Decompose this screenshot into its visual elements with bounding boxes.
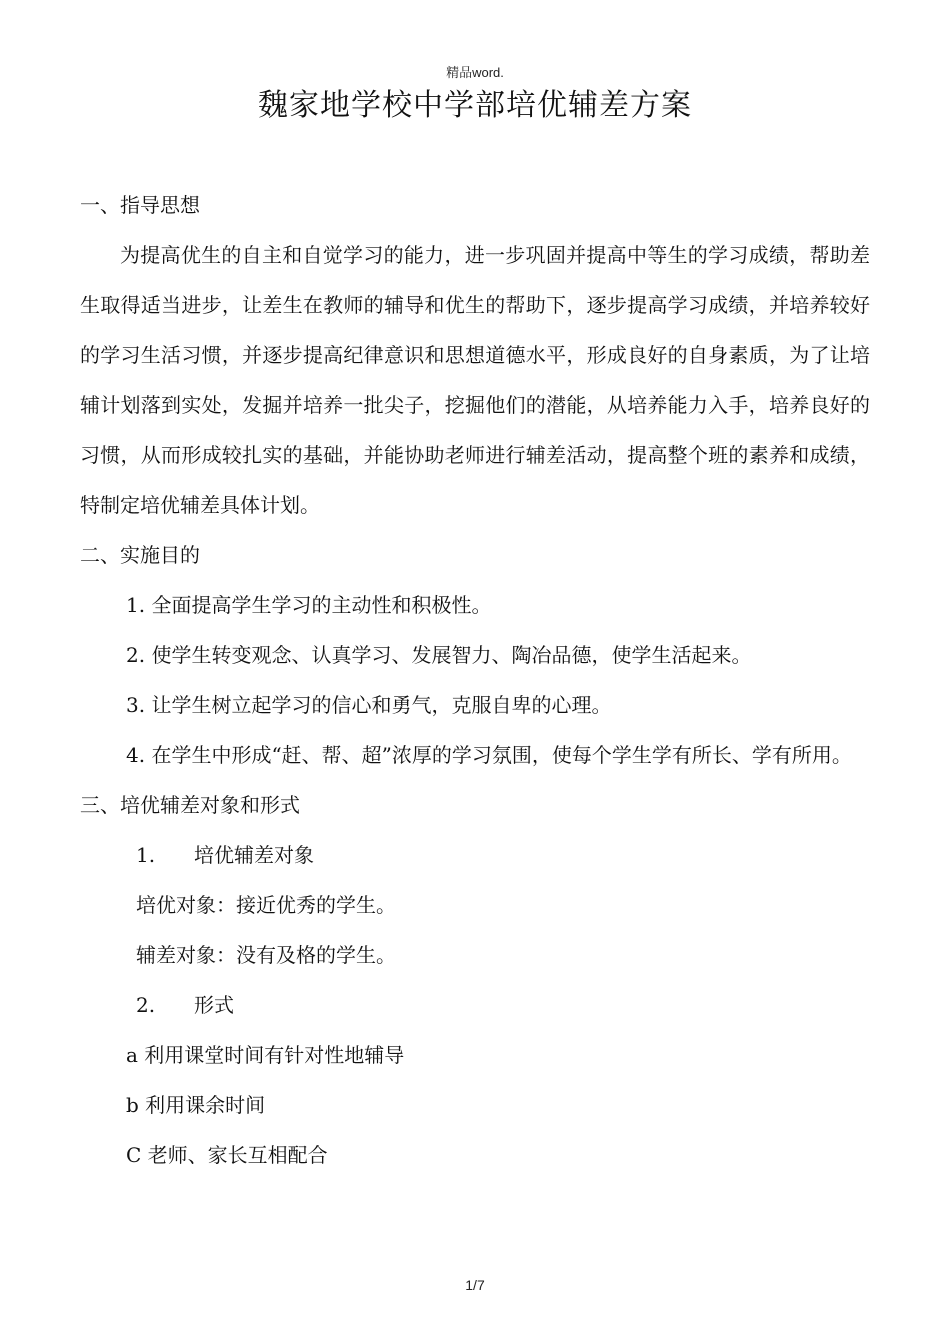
form-line-a: a 利用课堂时间有针对性地辅导 <box>126 1043 405 1067</box>
purpose-item-1: 1. 全面提高学生学习的主动性和积极性。 <box>126 593 492 617</box>
target-line-excellent: 培优对象：接近优秀的学生。 <box>136 893 396 917</box>
subheading-forms-number: 2. <box>136 993 156 1017</box>
purpose-item-3: 3. 让学生树立起学习的信心和勇气，克服自卑的心理。 <box>126 693 612 717</box>
subheading-forms-label: 形式 <box>194 993 234 1017</box>
form-line-c: C 老师、家长互相配合 <box>126 1143 328 1167</box>
watermark-header: 精品word. <box>446 65 504 80</box>
target-line-remedial: 辅差对象：没有及格的学生。 <box>136 943 396 967</box>
section-heading-purpose: 二、实施目的 <box>80 543 200 567</box>
subheading-targets <box>80 830 870 880</box>
purpose-item-2: 2. 使学生转变观念、认真学习、发展智力、陶冶品德，使学生活起来。 <box>126 643 752 667</box>
section-heading-guiding-thought: 一、指导思想 <box>80 193 200 217</box>
subheading-targets-label: 培优辅差对象 <box>194 843 314 867</box>
page-number: 1/7 <box>465 1277 485 1293</box>
purpose-item-4: 4. 在学生中形成“赶、帮、超”浓厚的学习氛围，使每个学生学有所长、学有所用。 <box>126 743 852 767</box>
document-title: 魏家地学校中学部培优辅差方案 <box>258 88 692 123</box>
subheading-targets-number: 1. <box>136 843 156 867</box>
guiding-thought-paragraph: 为提高优生的自主和自觉学习的能力，进一步巩固并提高中等生的学习成绩，帮助差生取得适当进步，让差生在教师的辅导和优生的帮助下，逐步提高学习成绩，并培养较好的学习生活习惯，并逐步提高纪律意识和思想道德水平，形成良好的自身素质，为了让培辅计划落到实处，发掘并培养一批尖子，挖掘他们的潜能，从培养能力入手，培养良好的习惯，从而形成较扎实的基础，并能协助老师进行辅差活动，提高整个班的素养和成绩，特制定培优辅差具体计划。 <box>80 243 870 517</box>
section-heading-targets-forms: 三、培优辅差对象和形式 <box>80 793 300 817</box>
form-line-b: b 利用课余时间 <box>126 1093 266 1117</box>
document-body <box>80 180 870 1180</box>
subheading-forms <box>80 980 870 1030</box>
